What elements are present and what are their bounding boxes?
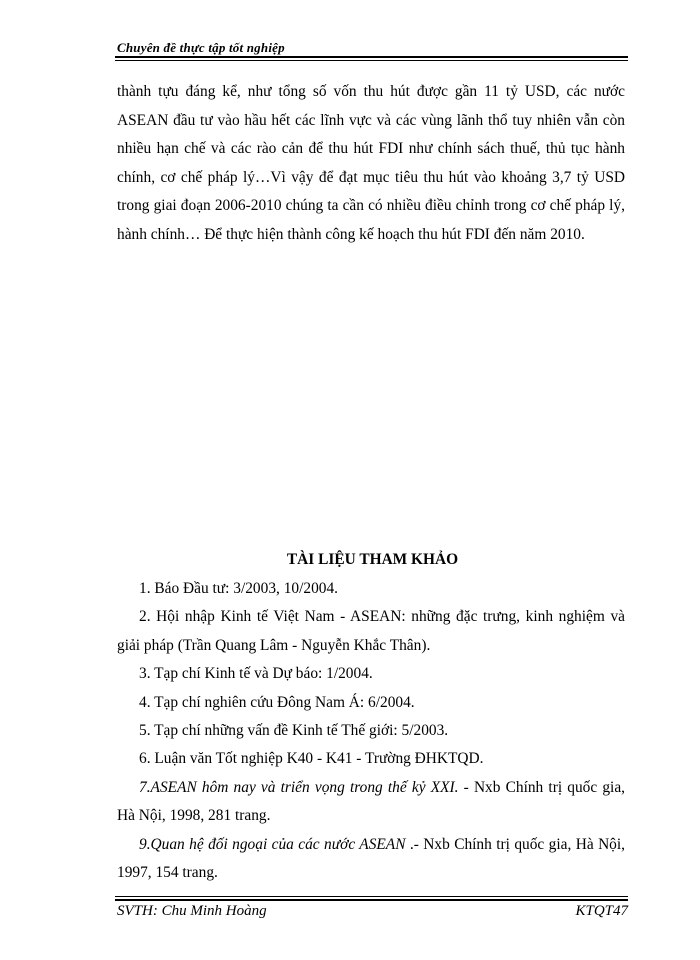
reference-item: 3. Tạp chí Kinh tế và Dự báo: 1/2004. bbox=[139, 665, 373, 683]
reference-item: 7.ASEAN hôm nay và triển vọng trong thế kỷ XXI. - Nxb Chính trị quốc gia, Hà Nội, 1998, 281 trang. bbox=[117, 778, 625, 825]
references-list bbox=[117, 575, 625, 887]
footer-divider-thin bbox=[115, 896, 628, 897]
header-divider bbox=[115, 56, 628, 58]
footer-divider bbox=[115, 899, 628, 901]
reference-item: 6. Luận văn Tốt nghiệp K40 - K41 - Trường ĐHKTQD. bbox=[139, 750, 484, 768]
footer-class-code: KTQT47 bbox=[575, 903, 628, 919]
header-title: Chuyên đề thực tập tốt nghiệp bbox=[117, 40, 285, 55]
reference-title: 9.Quan hệ đối ngoại của các nước ASEAN bbox=[139, 835, 406, 853]
header-divider-thin bbox=[115, 60, 628, 61]
reference-item: 5. Tạp chí những vấn đề Kinh tế Thế giới: 5/2003. bbox=[139, 722, 449, 740]
body-paragraph: thành tựu đáng kể, như tổng số vốn thu hút được gần 11 tỷ USD, các nước ASEAN đầu tư vào hầu hết các lĩnh vực và các vùng lãnh thổ tuy nhiên vẫn còn nhiều hạn chế và các rào cản để thu hút FDI như chính sách thuế, thủ tục hành chính, cơ chế pháp lý…Vì vậy để đạt mục tiêu thu hút vào khoảng 3,7 tỷ USD trong giai đoạn 2006-2010 chúng ta cần có nhiều điều chỉnh trong cơ chế pháp lý, hành chính… Để thực hiện thành công kế hoạch thu hút FDI đến năm 2010. bbox=[117, 83, 625, 243]
reference-title: 7.ASEAN hôm nay và triển vọng trong thế kỷ XXI. bbox=[139, 778, 459, 796]
references-heading: TÀI LIỆU THAM KHẢO bbox=[286, 551, 459, 568]
reference-item: 9.Quan hệ đối ngoại của các nước ASEAN .- Nxb Chính trị quốc gia, Hà Nội, 1997, 154 trang. bbox=[117, 835, 626, 882]
reference-item: 2. Hội nhập Kinh tế Việt Nam - ASEAN: những đặc trưng, kinh nghiệm và giải pháp (Trần Quang Lâm - Nguyễn Khắc Thân). bbox=[117, 608, 625, 654]
reference-item: 1. Báo Đầu tư: 3/2003, 10/2004. bbox=[139, 580, 339, 597]
footer-author: SVTH: Chu Minh Hoàng bbox=[117, 903, 267, 919]
reference-item: 4. Tạp chí nghiên cứu Đông Nam Á: 6/2004. bbox=[139, 693, 415, 711]
